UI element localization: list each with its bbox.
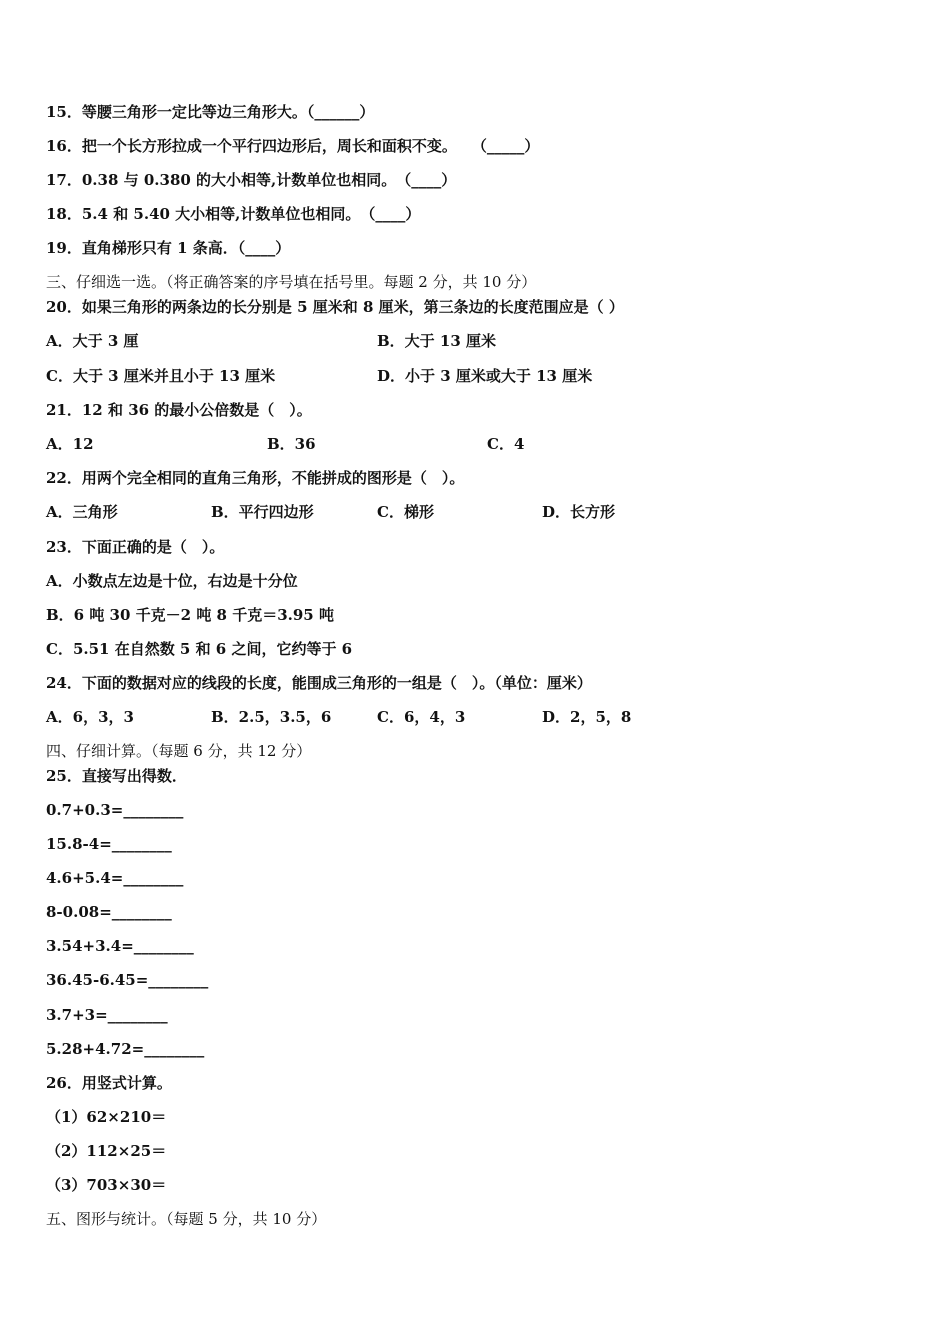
question-20-option-c: C．大于 3 厘米并且小于 13 厘米: [46, 367, 276, 385]
calc-item: 5.28+4.72=________: [46, 1040, 205, 1058]
question-15: 15．等腰三角形一定比等边三角形大。（______）: [46, 103, 375, 121]
question-18: 18．5.4 和 5.40 大小相等,计数单位也相同。 （____）: [46, 205, 421, 223]
question-22-stem: 22．用两个完全相同的直角三角形，不能拼成的图形是（ ）。: [46, 469, 465, 487]
question-17: 17．0.38 与 0.380 的大小相等,计数单位也相同。 （____）: [46, 171, 457, 189]
question-24-option-a: A．6，3，3: [46, 708, 134, 726]
question-24-option-c: C．6，4，3: [377, 708, 466, 726]
question-23-option-a: A．小数点左边是十位，右边是十分位: [46, 572, 298, 590]
question-20-option-b: B．大于 13 厘米: [377, 332, 496, 350]
calc-item: 4.6+5.4=________: [46, 869, 184, 887]
calc-item: 8-0.08=________: [46, 903, 172, 921]
vertical-calc-item: （1）62×210＝: [46, 1108, 167, 1126]
question-22-option-b: B．平行四边形: [211, 503, 314, 521]
question-21-stem: 21．12 和 36 的最小公倍数是（ ）。: [46, 401, 312, 419]
calc-item: 3.54+3.4=________: [46, 937, 194, 955]
question-23-option-b: B．6 吨 30 千克－2 吨 8 千克＝3.95 吨: [46, 606, 334, 624]
calc-item: 3.7+3=________: [46, 1006, 168, 1024]
question-20-option-a: A．大于 3 厘: [46, 332, 139, 350]
vertical-calc-item: （2）112×25＝: [46, 1142, 167, 1160]
question-24-stem: 24．下面的数据对应的线段的长度，能围成三角形的一组是（ ）。（单位：厘米）: [46, 674, 592, 692]
vertical-calc-item: （3）703×30＝: [46, 1176, 167, 1194]
question-19: 19．直角梯形只有 1 条高．（____）: [46, 239, 291, 257]
question-23-stem: 23．下面正确的是（ ）。: [46, 538, 225, 556]
question-20-stem: 20．如果三角形的两条边的长分别是 5 厘米和 8 厘米，第三条边的长度范围应是（ ）: [46, 298, 624, 316]
question-26-stem: 26．用竖式计算。: [46, 1074, 172, 1092]
calc-item: 36.45-6.45=________: [46, 971, 209, 989]
section-3-heading: 三、仔细选一选。（将正确答案的序号填在括号里。每题 2 分，共 10 分）: [46, 273, 537, 291]
question-16: 16．把一个长方形拉成一个平行四边形后，周长和面积不变。 （_____）: [46, 137, 540, 155]
calc-item: 15.8-4=________: [46, 835, 172, 853]
question-25-stem: 25．直接写出得数．: [46, 767, 187, 785]
question-21-option-b: B．36: [267, 435, 316, 453]
question-24-option-b: B．2.5，3.5，6: [211, 708, 332, 726]
section-5-heading: 五、图形与统计。（每题 5 分，共 10 分）: [46, 1210, 327, 1228]
question-21-option-c: C．4: [487, 435, 525, 453]
question-24-option-d: D．2，5，8: [542, 708, 632, 726]
question-20-option-d: D．小于 3 厘米或大于 13 厘米: [377, 367, 593, 385]
question-23-option-c: C．5.51 在自然数 5 和 6 之间，它约等于 6: [46, 640, 353, 658]
question-21-option-a: A．12: [46, 435, 94, 453]
question-22-option-d: D．长方形: [542, 503, 616, 521]
calc-item: 0.7+0.3=________: [46, 801, 184, 819]
question-22-option-a: A．三角形: [46, 503, 118, 521]
section-4-heading: 四、仔细计算。（每题 6 分，共 12 分）: [46, 742, 312, 760]
question-22-option-c: C．梯形: [377, 503, 434, 521]
